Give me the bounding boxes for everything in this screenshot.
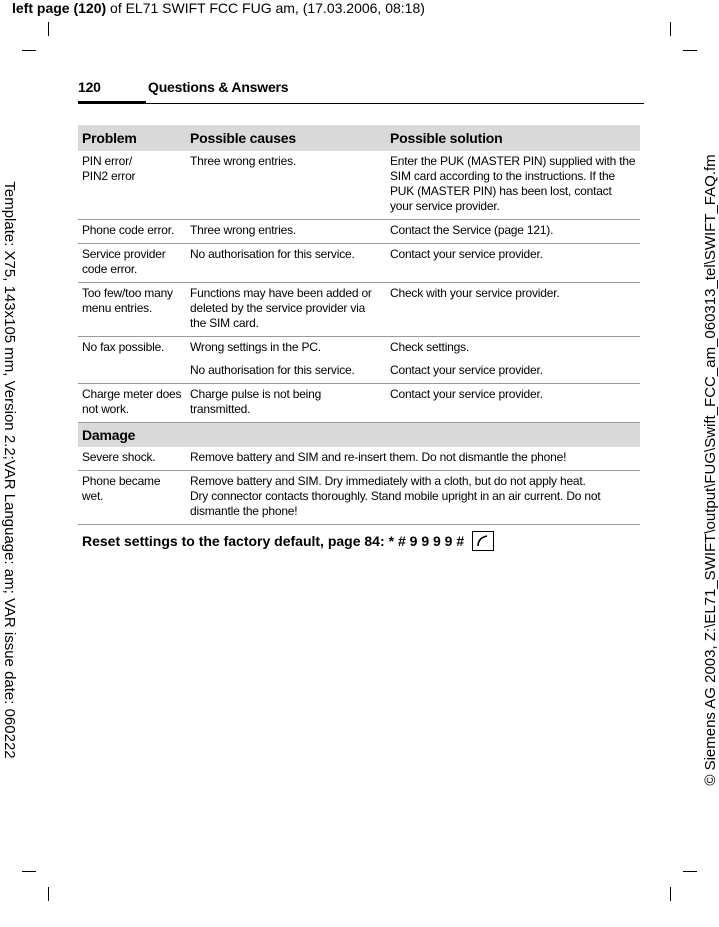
problem-cell: Phone code error. xyxy=(78,220,186,244)
crop-mark xyxy=(670,22,671,36)
crop-mark xyxy=(683,871,697,872)
copyright-path-text: © Siemens AG 2003, Z:\EL71_SWIFT\output\FUG\Swift_FCC_am_060313_tel\SWIFT_FAQ.fm xyxy=(702,154,719,786)
solution-cell: Check settings. xyxy=(390,340,470,354)
section-row-damage xyxy=(78,423,640,448)
handset-icon xyxy=(475,534,491,548)
remedy-line: Remove battery and SIM. Dry immediately with a cloth, but do not apply heat. xyxy=(190,474,586,488)
cause-cell: No authorisation for this service. xyxy=(186,244,386,283)
table-row xyxy=(78,360,640,384)
solution-cell: Check with your service provider. xyxy=(386,283,640,337)
crop-mark xyxy=(48,22,49,36)
page-title: Questions & Answers xyxy=(148,79,289,95)
print-header-page: left page (120) xyxy=(12,0,107,16)
problem-cell: Too few/too many menu entries. xyxy=(78,283,186,337)
cause-cell: Three wrong entries. xyxy=(186,151,386,220)
crop-mark xyxy=(670,887,671,901)
table-row xyxy=(78,337,640,361)
table-row xyxy=(78,244,640,283)
solution-cell: Contact your service provider. xyxy=(386,360,640,384)
header-causes: Possible causes xyxy=(186,125,386,151)
table-row xyxy=(78,220,640,244)
call-key-icon xyxy=(472,531,494,551)
header-problem: Problem xyxy=(78,125,186,151)
section-label: Damage xyxy=(78,423,640,448)
print-header-info: of EL71 SWIFT FCC FUG am, (17.03.2006, 08:18) xyxy=(106,0,425,16)
crop-mark xyxy=(48,887,49,901)
crop-mark xyxy=(22,871,36,872)
page-number: 120 xyxy=(78,79,101,95)
template-info-text: Template: X75, 143x105 mm, Version 2.2;VAR Language: am; VAR issue date: 060222 xyxy=(1,181,18,759)
reset-instruction xyxy=(82,531,494,551)
cause-cell: Wrong settings in the PC. xyxy=(190,340,321,354)
cause-cell: Functions may have been added or deleted by the service provider via the SIM card. xyxy=(186,283,386,337)
remedy-cell xyxy=(186,471,640,525)
solution-cell: Contact the Service (page 121). xyxy=(386,220,640,244)
header-rule-accent xyxy=(78,101,146,104)
problem-cell: No fax possible. xyxy=(82,340,165,354)
crop-mark xyxy=(683,50,697,51)
cause-cell: No authorisation for this service. xyxy=(186,360,386,384)
print-header xyxy=(12,0,425,16)
reset-code: * # 9 9 9 9 # xyxy=(388,533,465,549)
solution-cell: Contact your service provider. xyxy=(386,384,640,423)
table-row xyxy=(78,447,640,471)
problem-cell xyxy=(78,360,186,384)
table-header-row xyxy=(78,125,640,151)
cause-cell: Three wrong entries. xyxy=(186,220,386,244)
problem-cell: Service provider code error. xyxy=(78,244,186,283)
table-row xyxy=(78,151,640,220)
table-row xyxy=(78,283,640,337)
header-solution: Possible solution xyxy=(386,125,640,151)
reset-label: Reset settings to the factory default, page 84: xyxy=(82,533,385,549)
problem-cell: PIN error/ PIN2 error xyxy=(78,151,186,220)
solution-cell: Enter the PUK (MASTER PIN) supplied with the SIM card according to the instructions. If the PUK (MASTER PIN) has been lost, contact your service provider. xyxy=(386,151,640,220)
cause-cell: Charge pulse is not being transmitted. xyxy=(186,384,386,423)
remedy-line: Dry connector contacts thoroughly. Stand mobile upright in an air current. Do not dismantle the phone! xyxy=(190,489,601,518)
problem-cell: Phone became wet. xyxy=(78,471,186,525)
problem-cell: Severe shock. xyxy=(78,447,186,471)
problem-cell: Charge meter does not work. xyxy=(78,384,186,423)
remedy-cell: Remove battery and SIM and re-insert them. Do not dismantle the phone! xyxy=(186,447,640,471)
faq-table xyxy=(78,125,640,525)
table-row xyxy=(78,471,640,525)
table-row xyxy=(78,384,640,423)
solution-cell: Contact your service provider. xyxy=(386,244,640,283)
header-rule xyxy=(78,103,644,104)
crop-mark xyxy=(22,50,36,51)
